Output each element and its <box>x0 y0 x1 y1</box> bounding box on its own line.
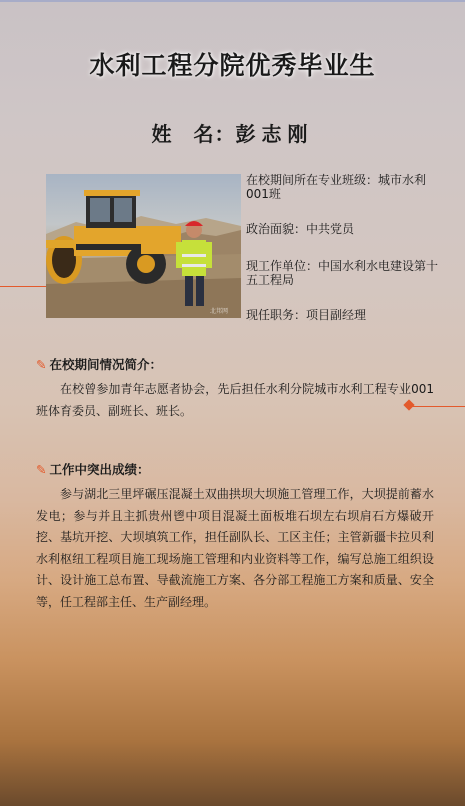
decorative-line-right <box>410 406 465 407</box>
road-roller-photo-illustration <box>46 174 241 318</box>
graduate-photo <box>46 174 241 318</box>
photo-watermark: 北邦网 <box>209 308 228 315</box>
info-politics: 政治面貌：中共党员 <box>246 222 355 236</box>
school-heading-text: 在校期间情况简介： <box>49 357 162 372</box>
info-class: 在校期间所在专业班级：城市水利001班 <box>246 173 427 201</box>
graduate-name <box>0 118 465 147</box>
work-section-text: 参与湖北三里坪碾压混凝土双曲拱坝大坝施工管理工作，大坝提前蓄水发电；参与并且主抓贵州鬯中项目混凝土面板堆石坝左右坝肩石方爆破开挖、基坑开挖、大坝填筑工作，担任副队长、工区主任；主管新疆卡拉贝利水利枢纽工程项目施工现场施工管理和内业资料等工作，编写总施工组织设计、设计施工总布置、导截流施工方案、各分部工程施工方案和质量、安全等，任工程部主任、生产副经理。 <box>36 487 434 609</box>
top-border-line <box>0 0 465 2</box>
work-section-heading <box>36 460 150 478</box>
school-section-text: 在校曾参加青年志愿者协会，先后担任水利分院城市水利工程专业001班体育委员、副班长、班长。 <box>36 382 434 418</box>
name-label: 姓 名： <box>151 122 236 146</box>
school-section-heading <box>36 355 162 373</box>
pen-icon: ✎ <box>36 462 47 477</box>
name-value: 彭志刚 <box>235 122 314 146</box>
info-employer: 现工作单位：中国水利水电建设第十五工程局 <box>246 259 439 287</box>
page-title: 水利工程分院优秀毕业生 <box>89 51 376 80</box>
pen-icon: ✎ <box>36 357 47 372</box>
work-heading-text: 工作中突出成绩： <box>49 462 150 477</box>
info-position: 现任职务：项目副经理 <box>246 308 367 322</box>
